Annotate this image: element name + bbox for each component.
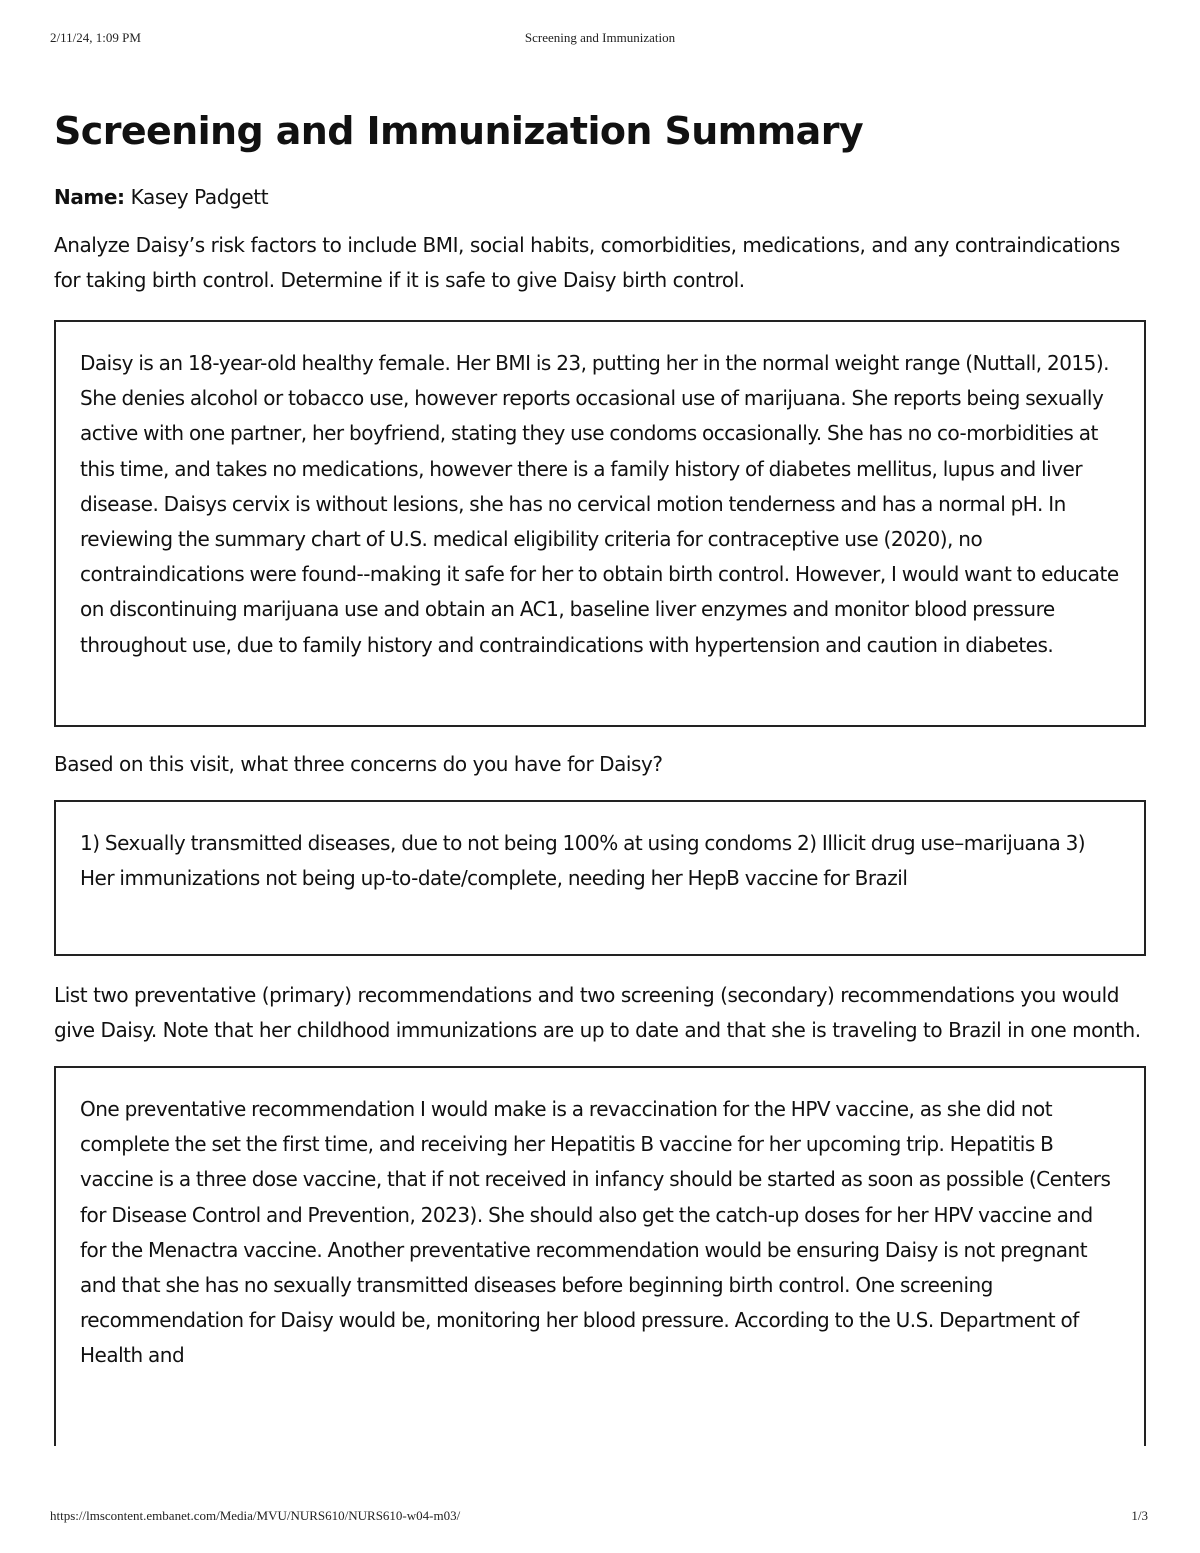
source-url: https://lmscontent.embanet.com/Media/MVU/NURS610/NURS610-w04-m03/ [50,1508,461,1523]
name-line [54,184,1146,210]
page-title: Screening and Immunization Summary [54,109,864,153]
question-recommendations: List two preventative (primary) recommendations and two screening (secondary) recommendations you would give Daisy. Note that her childhood immunizations are up to date and that she is traveling to Brazil in one month. [54,983,1141,1042]
name-label: Name: [54,185,125,209]
question-risk-factors: Analyze Daisy’s risk factors to include BMI, social habits, comorbidities, medications, and any contraindications for taking birth control. Determine if it is safe to give Daisy birth control. [54,233,1120,292]
name-value: Kasey Padgett [130,185,269,209]
print-page-title: Screening and Immunization [524,30,676,45]
print-header [0,30,1200,48]
print-footer [0,1508,1200,1526]
print-datetime: 2/11/24, 1:09 PM [50,30,141,45]
document-body [54,104,1146,1446]
answer-box-risk-factors: Daisy is an 18-year-old healthy female. Her BMI is 23, putting her in the normal weight range (Nuttall, 2015). She denies alcohol or tobacco use, however reports occasional use of marijuana. She reports being sexually active with one partner, her boyfriend, stating they use condoms occasionally. She has no co-morbidities at this time, and takes no medications, however there is a family history of diabetes mellitus, lupus and liver disease. Daisys cervix is without lesions, she has no cervical motion tenderness and has a normal pH. In reviewing the summary chart of U.S. medical eligibility criteria for contraceptive use (2020), no contraindications were found--making it safe for her to obtain birth control. However, I would want to educate on discontinuing marijuana use and obtain an AC1, baseline liver enzymes and monitor blood pressure throughout use, due to family history and contraindications with hypertension and caution in diabetes. [54,320,1146,727]
question-three-concerns: Based on this visit, what three concerns do you have for Daisy? [54,752,663,776]
answer-box-recommendations: One preventative recommendation I would make is a revaccination for the HPV vaccine, as she did not complete the set the first time, and receiving her Hepatitis B vaccine for her upcoming trip. Hepatitis B vaccine is a three dose vaccine, that if not received in infancy should be started as soon as possible (Centers for Disease Control and Prevention, 2023). She should also get the catch-up doses for her HPV vaccine and for the Menactra vaccine. Another preventative recommendation would be ensuring Daisy is not pregnant and that she has no sexually transmitted diseases before beginning birth control. One screening recommendation for Daisy would be, monitoring her blood pressure. According to the U.S. Department of Health and [54,1066,1146,1446]
answer-box-three-concerns: 1) Sexually transmitted diseases, due to not being 100% at using condoms 2) Illicit drug use–marijuana 3) Her immunizations not being up-to-date/complete, needing her HepB vaccine for Brazil [54,800,1146,956]
page-number: 1/3 [1131,1508,1148,1523]
